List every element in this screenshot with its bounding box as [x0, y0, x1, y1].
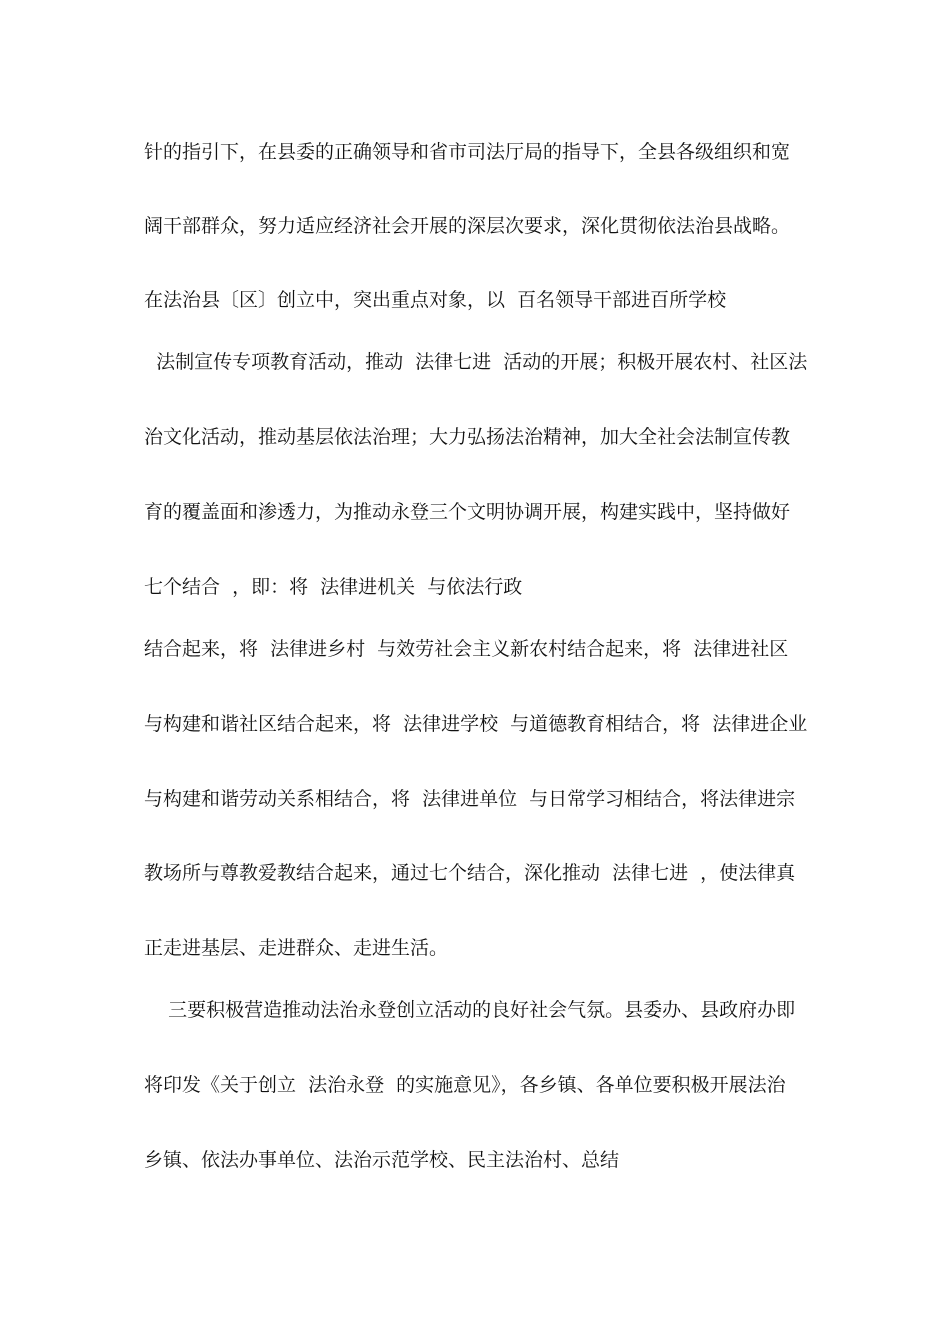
text-line-1: 针的指引下，在县委的正确领导和省市司法厅局的指导下，全县各级组织和宽: [144, 141, 791, 163]
text-line-6: 育的覆盖面和渗透力，为推动永登三个文明协调开展，构建实践中，坚持做好: [144, 501, 791, 523]
text-line-7: 七个结合 ，即：将 法律进机关 与依法行政: [144, 576, 523, 598]
text-line-14: 将印发《关于创立 法治永登 的实施意见》，各乡镇、各单位要积极开展法治: [144, 1074, 786, 1096]
text-line-4: 法制宣传专项教育活动，推动 法律七进 活动的开展；积极开展农村、社区法: [144, 351, 808, 373]
text-line-13: 三要积极营造推动法治永登创立活动的良好社会气氛。县委办、县政府办即: [144, 999, 796, 1021]
text-line-2: 阔干部群众，努力适应经济社会开展的深层次要求，深化贯彻依法治县战略。: [144, 215, 791, 237]
text-line-8: 结合起来，将 法律进乡村 与效劳社会主义新农村结合起来，将 法律进社区: [144, 638, 789, 660]
text-line-3: 在法治县〔区〕创立中，突出重点对象，以 百名领导干部进百所学校: [144, 289, 727, 311]
text-line-12: 正走进基层、走进群众、走进生活。: [144, 937, 449, 959]
text-line-9: 与构建和谐社区结合起来，将 法律进学校 与道德教育相结合，将 法律进企业: [144, 713, 808, 735]
text-line-5: 治文化活动，推动基层依法治理；大力弘扬法治精神，加大全社会法制宣传教: [144, 426, 791, 448]
text-line-11: 教场所与尊教爱教结合起来，通过七个结合，深化推动 法律七进 ，使法律真: [144, 862, 796, 884]
text-line-15: 乡镇、依法办事单位、法治示范学校、民主法治村、总结: [144, 1149, 620, 1171]
text-line-10: 与构建和谐劳动关系相结合，将 法律进单位 与日常学习相结合，将法律进宗: [144, 788, 796, 810]
